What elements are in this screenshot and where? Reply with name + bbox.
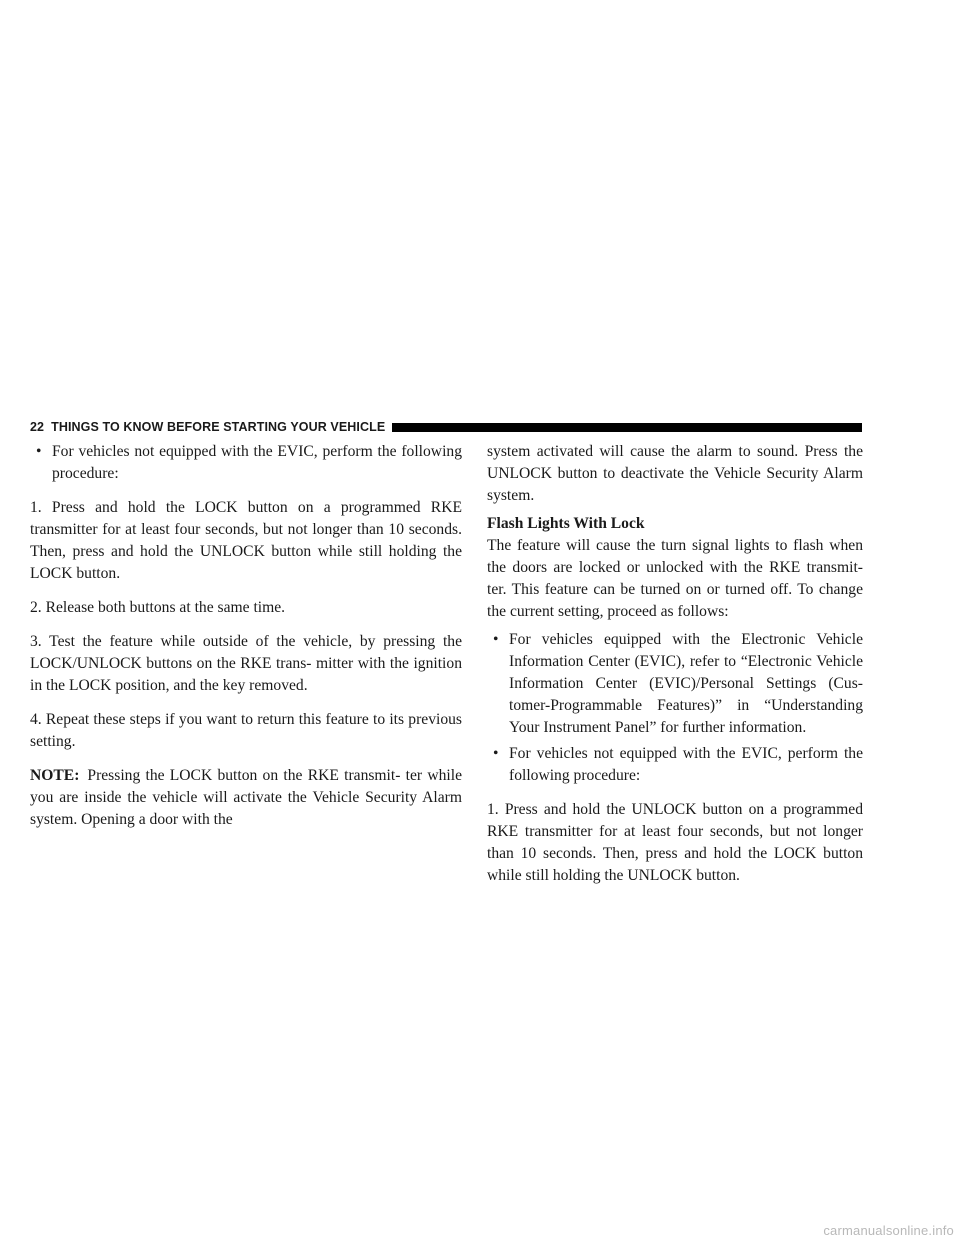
step-paragraph: 4. Repeat these steps if you want to return this feature to its previous setting.	[30, 711, 462, 750]
left-column	[30, 441, 462, 831]
note-label: NOTE:	[30, 767, 80, 784]
page-header	[30, 420, 862, 434]
list-item	[487, 629, 863, 739]
step-paragraph: 2. Release both buttons at the same time.	[30, 599, 286, 616]
bullet-text: For vehicles equipped with the Electronic Vehicle Information Center (EVIC), refer to “Electronic Vehicle Information Center (EVIC)/Personal Settings (Cus- tomer-Programmable Features)” in “Understanding Your Instrument Panel” for further information.	[509, 631, 863, 736]
list-item	[30, 441, 462, 485]
bullet-icon: •	[36, 443, 42, 460]
list-item	[487, 743, 863, 787]
note-continued: system activated will cause the alarm to sound. Press the UNLOCK button to deactivate the Vehicle Security Alarm system.	[487, 443, 863, 504]
section-heading: Flash Lights With Lock	[487, 515, 645, 532]
header-rule	[392, 423, 862, 432]
bullet-text: For vehicles not equipped with the EVIC, perform the following procedure:	[52, 443, 462, 482]
step-paragraph: 1. Press and hold the LOCK button on a programmed RKE transmitter for at least four seconds, but not longer than 10 seconds. Then, press and hold the UNLOCK button while still holding the LOCK button.	[30, 499, 462, 582]
section-title: THINGS TO KNOW BEFORE STARTING YOUR VEHICLE	[51, 420, 386, 434]
note-paragraph	[30, 765, 462, 831]
watermark[interactable]: carmanualsonline.info	[823, 1223, 954, 1238]
bullet-icon: •	[493, 745, 499, 762]
bullet-text: For vehicles not equipped with the EVIC, perform the following procedure:	[509, 745, 863, 784]
note-text: Pressing the LOCK button on the RKE transmit- ter while you are inside the vehicle will activate the Vehicle Security Alarm system. Opening a door with the	[30, 767, 462, 828]
right-column	[487, 441, 863, 887]
intro-paragraph: The feature will cause the turn signal lights to flash when the doors are locked or unlocked with the RKE transmit- ter. This feature can be turned on or turned off. To change the current setting, proceed as follows:	[487, 537, 863, 620]
step-paragraph: 3. Test the feature while outside of the vehicle, by pressing the LOCK/UNLOCK buttons on the RKE trans- mitter with the ignition in the LOCK position, and the key removed.	[30, 633, 462, 694]
page-number: 22	[30, 420, 45, 434]
step-paragraph: 1. Press and hold the UNLOCK button on a programmed RKE transmitter for at least four seconds, but not longer than 10 seconds. Then, press and hold the LOCK button while still holding the UNLOCK button.	[487, 801, 863, 884]
bullet-icon: •	[493, 631, 499, 648]
